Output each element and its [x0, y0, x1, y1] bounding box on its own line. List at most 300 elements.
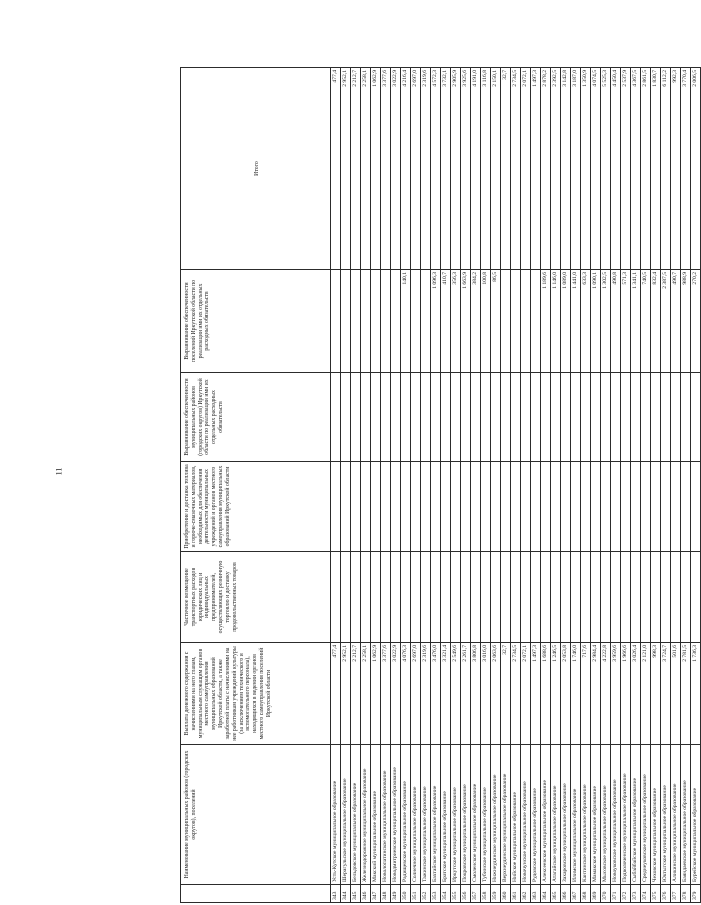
transport-compensation-cell	[341, 552, 351, 643]
settlement-equalization-cell: 140,1	[401, 270, 411, 373]
municipality-name-cell: Братское муниципальное образование	[441, 745, 451, 885]
district-equalization-cell	[341, 373, 351, 462]
settlement-equalization-cell	[381, 270, 391, 373]
table-row	[581, 68, 591, 903]
municipality-name-cell: Баяндаевское муниципальное образование	[681, 745, 691, 885]
transport-compensation-cell	[531, 552, 541, 643]
salary-payments-cell: 2 984,4	[591, 643, 601, 745]
district-equalization-cell	[431, 373, 441, 462]
row-number-cell: 365	[551, 885, 561, 903]
table-row	[461, 68, 471, 903]
settlement-equalization-cell: 490,8	[611, 270, 621, 373]
row-number-cell: 348	[381, 885, 391, 903]
total-cell: 4 572,3	[431, 68, 441, 270]
row-number-cell: 353	[431, 885, 441, 903]
row-number-cell: 366	[561, 885, 571, 903]
settlement-equalization-cell: 1 096,3	[431, 270, 441, 373]
fuel-purchase-cell	[471, 462, 481, 552]
fuel-purchase-cell	[531, 462, 541, 552]
total-cell: 1 062,9	[371, 68, 381, 270]
salary-payments-cell: 1 497,3	[531, 643, 541, 745]
municipality-name-cell: Усть-Кутское муниципальное образование	[331, 745, 341, 885]
row-number-cell: 371	[611, 885, 621, 903]
settlement-equalization-cell	[351, 270, 361, 373]
table-row	[391, 68, 401, 903]
transport-compensation-cell	[551, 552, 561, 643]
municipality-name-cell: Захаровское муниципальное образование	[561, 745, 571, 885]
fuel-purchase-cell	[431, 462, 441, 552]
row-number-cell: 357	[471, 885, 481, 903]
settlement-equalization-cell	[531, 270, 541, 373]
settlement-equalization-cell: 740,5	[641, 270, 651, 373]
salary-payments-cell: 1 062,9	[371, 643, 381, 745]
transport-compensation-cell	[641, 552, 651, 643]
district-equalization-cell	[411, 373, 421, 462]
district-equalization-cell	[641, 373, 651, 462]
district-equalization-cell	[481, 373, 491, 462]
budget-table	[180, 67, 701, 903]
total-cell: 477,4	[331, 68, 341, 270]
municipality-name-cell: Атагайское муниципальное образование	[551, 745, 561, 885]
transport-compensation-cell	[541, 552, 551, 643]
table-row	[541, 68, 551, 903]
settlement-equalization-cell	[501, 270, 511, 373]
settlement-equalization-cell	[341, 270, 351, 373]
district-equalization-cell	[631, 373, 641, 462]
fuel-purchase-cell	[561, 462, 571, 552]
salary-payments-cell: 4 076,3	[401, 643, 411, 745]
header-salary-payments: Выплата денежного содержания с начислениями на него главам, муниципальным служащим органов местного самоуправления муниципальных образований Иркутской области, а также заработной платы с начислениями на нее работникам учреждений культуры (за исключением технического и вспомогательного персонала), находящихся в ведении органов местного самоуправления поселений Иркутской области	[181, 643, 331, 745]
salary-payments-cell: 1 736,3	[691, 643, 701, 745]
row-number-cell: 369	[591, 885, 601, 903]
table-row	[451, 68, 461, 903]
row-number-cell: 374	[641, 885, 651, 903]
transport-compensation-cell	[421, 552, 431, 643]
transport-compensation-cell	[391, 552, 401, 643]
total-cell: 1 497,3	[531, 68, 541, 270]
table-row	[551, 68, 561, 903]
district-equalization-cell	[561, 373, 571, 462]
header-number	[181, 885, 331, 903]
settlement-equalization-cell: 270,2	[691, 270, 701, 373]
settlement-equalization-cell	[421, 270, 431, 373]
district-equalization-cell	[501, 373, 511, 462]
salary-payments-cell: 501,6	[671, 643, 681, 745]
municipality-name-cell: Железнодорожное муниципальное образование	[361, 745, 371, 885]
salary-payments-cell: 2 121,0	[641, 643, 651, 745]
total-cell: 2 697,0	[411, 68, 421, 270]
district-equalization-cell	[361, 373, 371, 462]
district-equalization-cell	[511, 373, 521, 462]
total-cell: 3 925,6	[461, 68, 471, 270]
fuel-purchase-cell	[691, 462, 701, 552]
settlement-equalization-cell: 2 387,5	[661, 270, 671, 373]
municipality-name-cell: Новочунское муниципальное образование	[521, 745, 531, 885]
table-row	[591, 68, 601, 903]
district-equalization-cell	[391, 373, 401, 462]
total-cell: 2 072,1	[521, 68, 531, 270]
transport-compensation-cell	[491, 552, 501, 643]
fuel-purchase-cell	[481, 462, 491, 552]
municipality-name-cell: Мысовское муниципальное образование	[601, 745, 611, 885]
settlement-equalization-cell: 1 089,0	[561, 270, 571, 373]
total-cell: 2 537,9	[621, 68, 631, 270]
district-equalization-cell	[541, 373, 551, 462]
total-cell: 992,3	[671, 68, 681, 270]
total-cell: 2 952,1	[341, 68, 351, 270]
fuel-purchase-cell	[331, 462, 341, 552]
transport-compensation-cell	[371, 552, 381, 643]
transport-compensation-cell	[401, 552, 411, 643]
table-row	[351, 68, 361, 903]
row-number-cell: 358	[481, 885, 491, 903]
salary-payments-cell: 2 072,1	[521, 643, 531, 745]
municipality-name-cell: Рудовское муниципальное образование	[531, 745, 541, 885]
municipality-name-cell: Сыбайбайское муниципальное образование	[631, 745, 641, 885]
municipality-name-cell: Чеховское муниципальное образование	[651, 745, 661, 885]
row-number-cell: 378	[681, 885, 691, 903]
settlement-equalization-cell	[411, 270, 421, 373]
salary-payments-cell: 2 063,6	[491, 643, 501, 745]
transport-compensation-cell	[581, 552, 591, 643]
header-transport-compensation: Частичное возмещение транспортных расходов юридических лиц и индивидуальных предпринимателей, осуществляющих розничную торговлю и доставку продовольственных товаров	[181, 552, 331, 643]
total-cell: 3 770,4	[681, 68, 691, 270]
row-number-cell: 351	[411, 885, 421, 903]
row-number-cell: 367	[571, 885, 581, 903]
settlement-equalization-cell: 356,3	[451, 270, 461, 373]
row-number-cell: 349	[391, 885, 401, 903]
total-cell: 2 212,7	[351, 68, 361, 270]
settlement-equalization-cell	[511, 270, 521, 373]
settlement-equalization-cell: 410,7	[441, 270, 451, 373]
total-cell: 1 830,7	[651, 68, 661, 270]
transport-compensation-cell	[561, 552, 571, 643]
transport-compensation-cell	[461, 552, 471, 643]
salary-payments-cell: 2 053,8	[561, 643, 571, 745]
table-row	[381, 68, 391, 903]
salary-payments-cell: 2 952,1	[341, 643, 351, 745]
total-cell: 2 861,5	[641, 68, 651, 270]
fuel-purchase-cell	[441, 462, 451, 552]
fuel-purchase-cell	[651, 462, 661, 552]
transport-compensation-cell	[571, 552, 581, 643]
fuel-purchase-cell	[661, 462, 671, 552]
header-total: Итого	[181, 68, 331, 270]
header-fuel-purchase: Приобретение и доставка топлива и горюче-смазочных материалов, необходимых для обеспечения деятельности муниципальных учреждений и органов местного самоуправления муниципальных образований Иркутской области	[181, 462, 331, 552]
row-number-cell: 376	[661, 885, 671, 903]
district-equalization-cell	[621, 373, 631, 462]
salary-payments-cell: 2 734,5	[511, 643, 521, 745]
total-cell: 1 350,9	[581, 68, 591, 270]
transport-compensation-cell	[331, 552, 341, 643]
table-row	[671, 68, 681, 903]
total-cell: 3 732,1	[441, 68, 451, 270]
municipality-name-cell: Юктыгское муниципальное образование	[661, 745, 671, 885]
total-cell: 2 150,1	[491, 68, 501, 270]
table-row	[511, 68, 521, 903]
transport-compensation-cell	[681, 552, 691, 643]
settlement-equalization-cell: 1 090,1	[591, 270, 601, 373]
municipality-name-cell: Иркутское муниципальное образование	[451, 745, 461, 885]
total-cell: 4 367,5	[631, 68, 641, 270]
settlement-equalization-cell	[521, 270, 531, 373]
district-equalization-cell	[371, 373, 381, 462]
table-row	[601, 68, 611, 903]
salary-payments-cell: 3 022,9	[391, 643, 401, 745]
settlement-equalization-cell: 633,3	[581, 270, 591, 373]
table-row	[531, 68, 541, 903]
row-number-cell: 377	[671, 885, 681, 903]
transport-compensation-cell	[361, 552, 371, 643]
total-cell: 3 142,8	[561, 68, 571, 270]
table-row	[331, 68, 341, 903]
row-number-cell: 368	[581, 885, 591, 903]
table-row	[631, 68, 641, 903]
municipality-name-cell: Бахтайское муниципальное образование	[431, 745, 441, 885]
municipality-name-cell: Верхнеудинское муниципальное образование	[501, 745, 511, 885]
salary-payments-cell: 3 476,0	[431, 643, 441, 745]
total-cell: 2 734,5	[511, 68, 521, 270]
district-equalization-cell	[521, 373, 531, 462]
settlement-equalization-cell: 384,2	[471, 270, 481, 373]
municipality-name-cell: Кантинское муниципальное образование	[581, 745, 591, 885]
transport-compensation-cell	[431, 552, 441, 643]
salary-payments-cell: 1 246,5	[551, 643, 561, 745]
total-cell: 4 450,4	[611, 68, 621, 270]
settlement-equalization-cell	[371, 270, 381, 373]
municipality-name-cell: Новоуковское муниципальное образование	[611, 745, 621, 885]
municipality-name-cell: Тубинское муниципальное образование	[481, 745, 491, 885]
table-sheet	[180, 68, 699, 903]
fuel-purchase-cell	[521, 462, 531, 552]
row-number-cell: 344	[341, 885, 351, 903]
municipality-name-cell: Новолопатинское муниципальное образование	[381, 745, 391, 885]
total-cell: 32,7	[501, 68, 511, 270]
transport-compensation-cell	[351, 552, 361, 643]
row-number-cell: 347	[371, 885, 381, 903]
row-number-cell: 359	[491, 885, 501, 903]
total-cell: 6 112,2	[661, 68, 671, 270]
transport-compensation-cell	[411, 552, 421, 643]
salary-payments-cell: 3 026,4	[631, 643, 641, 745]
total-cell: 4 191,0	[471, 68, 481, 270]
district-equalization-cell	[551, 373, 561, 462]
district-equalization-cell	[461, 373, 471, 462]
salary-payments-cell: 2 781,5	[681, 643, 691, 745]
municipality-name-cell: Среднеуковское муниципальное образование	[641, 745, 651, 885]
district-equalization-cell	[351, 373, 361, 462]
municipality-name-cell: Тажинское муниципальное образование	[421, 745, 431, 885]
row-number-cell: 360	[501, 885, 511, 903]
municipality-name-cell: Новодмитриевское муниципальное образование	[391, 745, 401, 885]
total-cell: 3 377,6	[381, 68, 391, 270]
municipality-name-cell: Аликинское муниципальное образование	[671, 745, 681, 885]
total-cell: 3 187,0	[571, 68, 581, 270]
settlement-equalization-cell: 1 341,1	[631, 270, 641, 373]
total-cell: 5 525,3	[601, 68, 611, 270]
row-number-cell: 379	[691, 885, 701, 903]
salary-payments-cell: 2 697,0	[411, 643, 421, 745]
transport-compensation-cell	[691, 552, 701, 643]
table-row	[371, 68, 381, 903]
district-equalization-cell	[591, 373, 601, 462]
municipality-name-cell: Радищевское муниципальное образование	[401, 745, 411, 885]
salary-payments-cell: 3 377,6	[381, 643, 391, 745]
settlement-equalization-cell: 1 302,5	[601, 270, 611, 373]
settlement-equalization-cell: 571,3	[621, 270, 631, 373]
table-row	[361, 68, 371, 903]
district-equalization-cell	[581, 373, 591, 462]
header-district-equalization: Выравнивание обеспеченности муниципальных районов (городских округов) Иркутской области по реализации ими их отдельных расходных обязательств	[181, 373, 331, 462]
fuel-purchase-cell	[601, 462, 611, 552]
header-settlement-equalization: Выравнивание обеспеченности поселений Иркутской области по реализации ими их отдельных расходных обязательств	[181, 270, 331, 373]
salary-payments-cell: 717,6	[581, 643, 591, 745]
fuel-purchase-cell	[461, 462, 471, 552]
total-cell: 2 006,5	[691, 68, 701, 270]
row-number-cell: 362	[521, 885, 531, 903]
table-row	[501, 68, 511, 903]
municipality-name-cell: Подволоченское муниципальное образование	[621, 745, 631, 885]
district-equalization-cell	[671, 373, 681, 462]
salary-payments-cell: 32,7	[501, 643, 511, 745]
salary-payments-cell: 1 688,6	[541, 643, 551, 745]
row-number-cell: 343	[331, 885, 341, 903]
table-row	[441, 68, 451, 903]
salary-payments-cell: 2 212,7	[351, 643, 361, 745]
table-row	[571, 68, 581, 903]
salary-payments-cell: 1 966,6	[621, 643, 631, 745]
municipality-name-cell: Смоленское муниципальное образование	[471, 745, 481, 885]
settlement-equalization-cell: 1 146,0	[551, 270, 561, 373]
table-row	[481, 68, 491, 903]
fuel-purchase-cell	[401, 462, 411, 552]
municipality-name-cell: Алексеевское муниципальное образование	[541, 745, 551, 885]
table-row	[521, 68, 531, 903]
fuel-purchase-cell	[451, 462, 461, 552]
salary-payments-cell: 3 959,6	[611, 643, 621, 745]
district-equalization-cell	[681, 373, 691, 462]
salary-payments-cell: 3 724,7	[661, 643, 671, 745]
fuel-purchase-cell	[341, 462, 351, 552]
transport-compensation-cell	[601, 552, 611, 643]
district-equalization-cell	[491, 373, 501, 462]
district-equalization-cell	[381, 373, 391, 462]
table-row	[691, 68, 701, 903]
district-equalization-cell	[611, 373, 621, 462]
transport-compensation-cell	[481, 552, 491, 643]
fuel-purchase-cell	[591, 462, 601, 552]
row-number-cell: 356	[461, 885, 471, 903]
district-equalization-cell	[571, 373, 581, 462]
fuel-purchase-cell	[621, 462, 631, 552]
fuel-purchase-cell	[501, 462, 511, 552]
settlement-equalization-cell	[361, 270, 371, 373]
page-number: 11	[54, 467, 64, 476]
fuel-purchase-cell	[541, 462, 551, 552]
salary-payments-cell: 2 319,6	[421, 643, 431, 745]
row-number-cell: 370	[601, 885, 611, 903]
table-row	[651, 68, 661, 903]
transport-compensation-cell	[471, 552, 481, 643]
fuel-purchase-cell	[381, 462, 391, 552]
district-equalization-cell	[401, 373, 411, 462]
transport-compensation-cell	[651, 552, 661, 643]
fuel-purchase-cell	[671, 462, 681, 552]
table-row	[341, 68, 351, 903]
total-cell: 2 319,6	[421, 68, 431, 270]
table-row	[411, 68, 421, 903]
salary-payments-cell: 3 016,0	[481, 643, 491, 745]
settlement-equalization-cell: 100,8	[481, 270, 491, 373]
transport-compensation-cell	[671, 552, 681, 643]
district-equalization-cell	[651, 373, 661, 462]
salary-payments-cell: 3 321,4	[441, 643, 451, 745]
fuel-purchase-cell	[411, 462, 421, 552]
municipality-name-cell: Илимское муниципальное образование	[571, 745, 581, 885]
settlement-equalization-cell: 1 189,6	[541, 270, 551, 373]
municipality-name-cell: Шерагульское муниципальное образование	[341, 745, 351, 885]
transport-compensation-cell	[631, 552, 641, 643]
table-row	[431, 68, 441, 903]
row-number-cell: 375	[651, 885, 661, 903]
settlement-equalization-cell	[391, 270, 401, 373]
transport-compensation-cell	[381, 552, 391, 643]
transport-compensation-cell	[611, 552, 621, 643]
district-equalization-cell	[601, 373, 611, 462]
settlement-equalization-cell: 490,7	[671, 270, 681, 373]
fuel-purchase-cell	[361, 462, 371, 552]
fuel-purchase-cell	[581, 462, 591, 552]
settlement-equalization-cell: 1 441,0	[571, 270, 581, 373]
salary-payments-cell: 998,3	[651, 643, 661, 745]
salary-payments-cell: 4 222,8	[601, 643, 611, 745]
total-cell: 2 878,2	[541, 68, 551, 270]
transport-compensation-cell	[621, 552, 631, 643]
fuel-purchase-cell	[491, 462, 501, 552]
district-equalization-cell	[451, 373, 461, 462]
fuel-purchase-cell	[611, 462, 621, 552]
municipality-name-cell: Нижнеудинское муниципальное образование	[491, 745, 501, 885]
row-number-cell: 350	[401, 885, 411, 903]
district-equalization-cell	[661, 373, 671, 462]
table-row	[621, 68, 631, 903]
header-name: Наименование муниципальных районов (городских округов), поселений	[181, 745, 331, 885]
municipality-name-cell: Покровское муниципальное образование	[461, 745, 471, 885]
district-equalization-cell	[691, 373, 701, 462]
fuel-purchase-cell	[351, 462, 361, 552]
total-cell: 3 116,8	[481, 68, 491, 270]
salary-payments-cell: 3 806,8	[471, 643, 481, 745]
transport-compensation-cell	[441, 552, 451, 643]
salary-payments-cell: 1 746,0	[571, 643, 581, 745]
settlement-equalization-cell: 832,4	[651, 270, 661, 373]
transport-compensation-cell	[511, 552, 521, 643]
transport-compensation-cell	[451, 552, 461, 643]
total-cell: 3 022,9	[391, 68, 401, 270]
total-cell: 4 216,4	[401, 68, 411, 270]
row-number-cell: 373	[631, 885, 641, 903]
municipality-name-cell: Бурейское муниципальное образование	[691, 745, 701, 885]
table-row	[401, 68, 411, 903]
salary-payments-cell: 477,4	[331, 643, 341, 745]
table-row	[471, 68, 481, 903]
salary-payments-cell: 2 261,7	[461, 643, 471, 745]
table-row	[611, 68, 621, 903]
row-number-cell: 363	[531, 885, 541, 903]
table-row	[491, 68, 501, 903]
municipality-name-cell: Мамакское муниципальное образование	[591, 745, 601, 885]
table-row	[421, 68, 431, 903]
